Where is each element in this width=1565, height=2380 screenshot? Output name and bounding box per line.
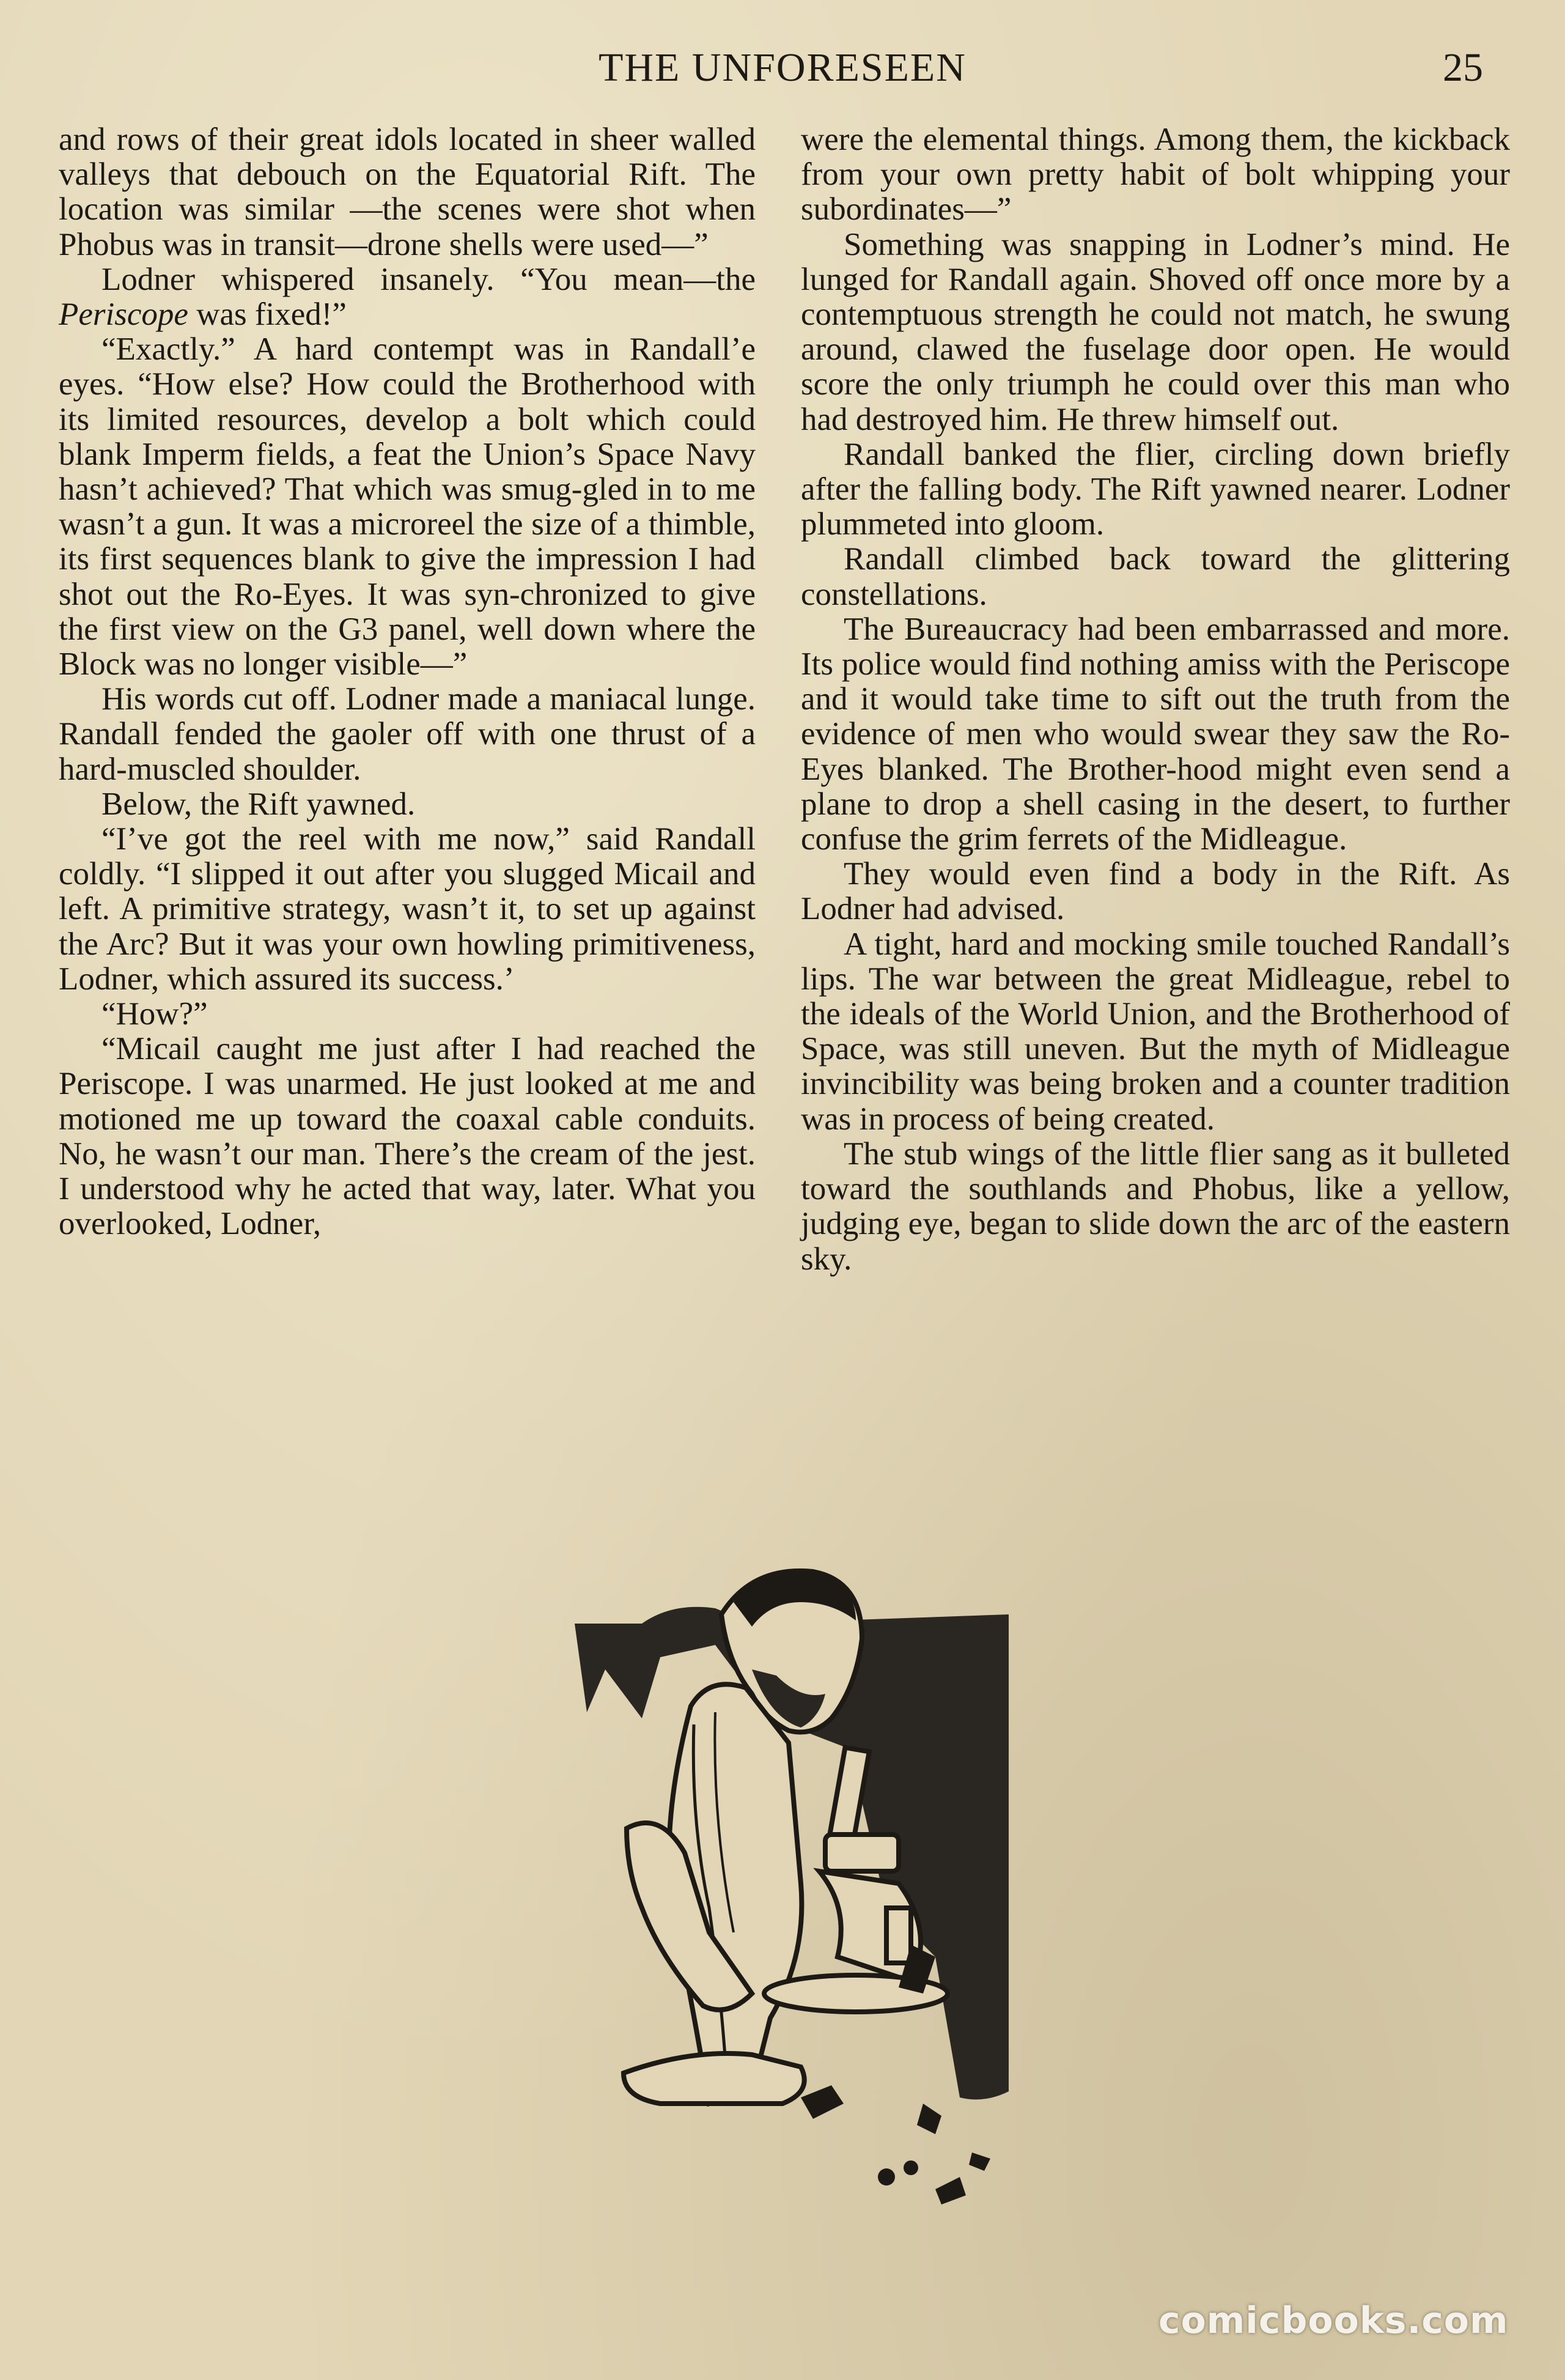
watermark: comicbooks.com — [1158, 2299, 1509, 2342]
paragraph: Randall banked the flier, circling down briefly after the falling body. The Rift yawned nearer. Lodner plummeted into gloom. — [801, 436, 1510, 542]
left-text-column — [59, 122, 756, 1242]
running-title: THE UNFORESEEN — [598, 45, 967, 90]
page-number: 25 — [1443, 45, 1483, 90]
paragraph: Lodner whispered insanely. “You mean—the Periscope was fixed!” — [59, 261, 756, 333]
paragraph: They would even find a body in the Rift. As Lodner had advised. — [801, 856, 1510, 927]
paragraph: Randall climbed back toward the glittering constellations. — [801, 541, 1510, 612]
paragraph: The stub wings of the little flier sang as it bulleted toward the southlands and Phobus, like a yellow, judging eye, began to slide down the arc of the eastern sky. — [801, 1136, 1510, 1277]
scientist-microscope-illustration — [569, 1565, 1033, 2256]
paragraph: “I’ve got the reel with me now,” said Randall coldly. “I slipped it out after you slugged Micail and left. A primitive strategy, wasn’t it, to set up against the Arc? But it was your own howling primitiveness, Lodner, which assured its success.’ — [59, 821, 756, 997]
paragraph: “How?” — [101, 996, 208, 1032]
paragraph: Something was snapping in Lodner’s mind. He lunged for Randall again. Shoved off once more by a contemptuous strength he could not match, he swung around, clawed the fuselage door open. He would score the only triumph he could over this man who had destroyed him. He threw himself out. — [801, 226, 1510, 437]
paragraph: were the elemental things. Among them, the kickback from your own pretty habit of bolt whipping your subordinates—” — [801, 122, 1510, 227]
paragraph: “Micail caught me just after I had reached the Periscope. I was unarmed. He just looked at me and motioned me up toward the coaxal cable conduits. No, he wasn’t our man. There’s the cream of the jest. I understood why he acted that way, later. What you overlooked, Lodner, — [59, 1031, 756, 1242]
paragraph: and rows of their great idols located in sheer walled valleys that debouch on the Equatorial Rift. The location was similar —the scenes were shot when Phobus was in transit—drone shells were used—” — [59, 122, 756, 262]
italic-title: Periscope — [59, 297, 188, 333]
scientist-hand — [624, 2053, 805, 2104]
right-text-column — [801, 122, 1510, 1277]
paragraph: The Bureaucracy had been embarrassed and more. Its police would find nothing amiss with the Periscope and it would take time to sift out the truth from the evidence of men who would swear they saw the Ro-Eyes blanked. The Brother-hood might even send a plane to drop a shell casing in the desert, to further confuse the grim ferrets of the Midleague. — [801, 611, 1510, 857]
paragraph: “Exactly.” A hard contempt was in Randall’e eyes. “How else? How could the Brotherhood with its limited resources, develop a bolt which could blank Imperm fields, a feat the Union’s Space Navy hasn’t achieved? That which was smug-gled in to me wasn’t a gun. It was a microreel the size of a thimble, its first sequences blank to give the impression I had shot out the Ro-Eyes. It was syn-chronized to give the first view on the G3 panel, well down where the Block was no longer visible—” — [59, 331, 756, 682]
paragraph: His words cut off. Lodner made a maniacal lunge. Randall fended the gaoler off with one thrust of a hard-muscled shoulder. — [59, 681, 756, 787]
paragraph: A tight, hard and mocking smile touched Randall’s lips. The war between the great Midleague, rebel to the ideals of the World Union, and the Brotherhood of Space, was still uneven. But the myth of Midleague invincibility was being broken and a counter tradition was in process of being created. — [801, 926, 1510, 1137]
paragraph: Below, the Rift yawned. — [101, 786, 416, 822]
